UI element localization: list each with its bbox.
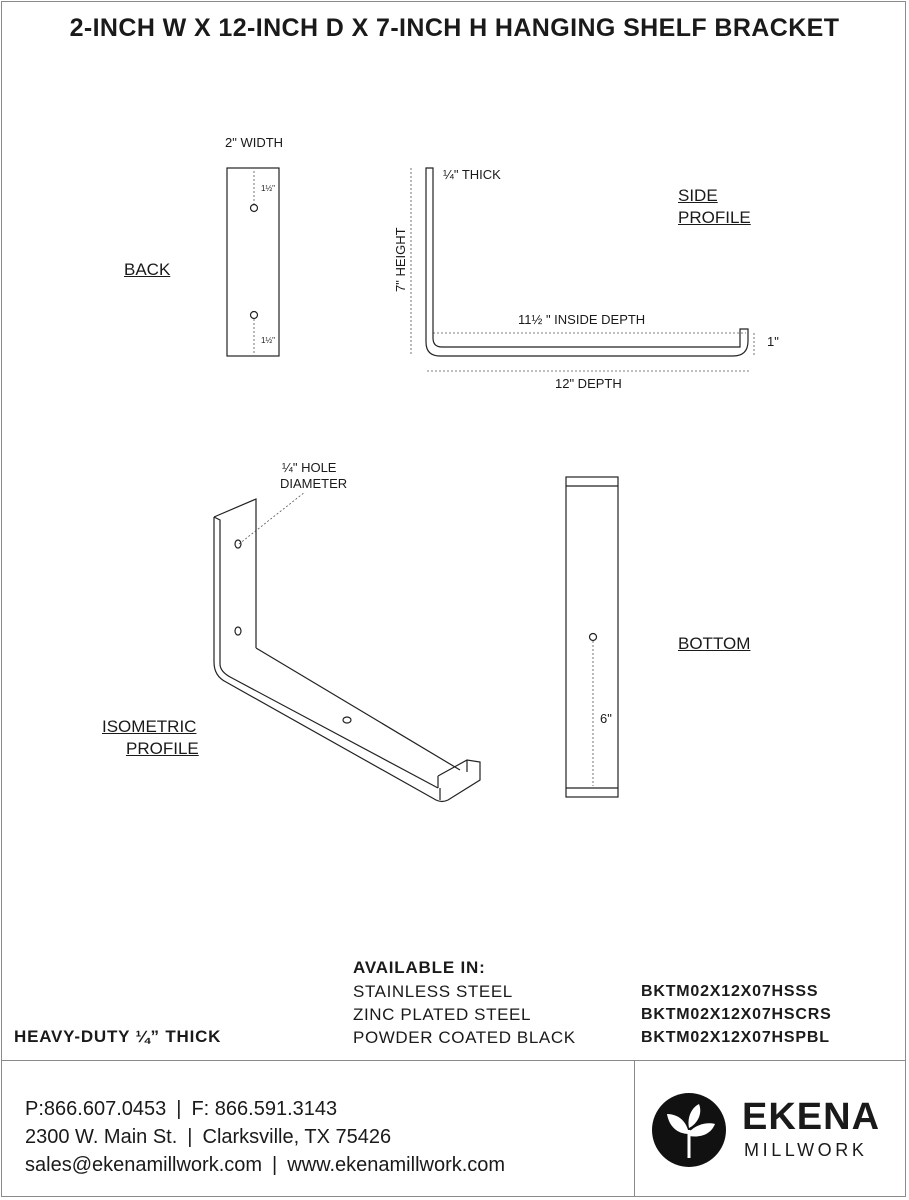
thick-label: ¼" THICK — [443, 167, 501, 182]
inside-depth-label: 11½ " INSIDE DEPTH — [518, 312, 646, 327]
bottom-view-plate — [566, 477, 618, 797]
back-bottom-offset-label: 1½" — [261, 336, 275, 345]
depth-label: 12" DEPTH — [555, 376, 622, 391]
city: Clarksville, TX 75426 — [202, 1126, 392, 1148]
bottom-view-label: BOTTOM — [678, 634, 751, 653]
sku-item: BKTM02X12X07HSSS — [641, 983, 819, 1000]
back-view-plate — [227, 168, 279, 356]
email-link[interactable]: sales@ekenamillwork.com — [25, 1154, 263, 1176]
separator: | — [272, 1154, 278, 1176]
bottom-dim-label: 6" — [600, 711, 612, 726]
contact-web-row — [25, 1154, 505, 1177]
height-label: 7" HEIGHT — [393, 227, 408, 292]
available-heading: AVAILABLE IN: — [353, 958, 486, 977]
hole-label-line1: ¼" HOLE — [282, 460, 337, 475]
brand-sub: MILLWORK — [744, 1140, 868, 1160]
isometric-hole-upper — [235, 540, 241, 548]
phone[interactable]: P:866.607.0453 — [25, 1098, 167, 1120]
separator: | — [176, 1098, 182, 1120]
isometric-bracket — [214, 499, 480, 802]
page-title: 2-INCH W X 12-INCH D X 7-INCH H HANGING SHELF BRACKET — [69, 14, 840, 42]
leaf-logo-icon — [651, 1092, 727, 1168]
sku-item: BKTM02X12X07HSPBL — [641, 1029, 830, 1046]
back-view-hole-top — [251, 205, 258, 212]
isometric-hole-lower — [235, 627, 241, 635]
brand-name: EKENA — [742, 1096, 881, 1138]
back-top-offset-label: 1½" — [261, 184, 275, 193]
back-view-label: BACK — [124, 260, 171, 279]
side-label-line1: SIDE — [678, 186, 718, 205]
isometric-label-line2: PROFILE — [126, 739, 199, 758]
hole-label-line2: DIAMETER — [280, 476, 348, 491]
bottom-view-hole — [590, 634, 597, 641]
street: 2300 W. Main St. — [25, 1126, 178, 1148]
finish-item: POWDER COATED BLACK — [353, 1028, 576, 1047]
footer-divider — [2, 1060, 905, 1061]
heavy-duty-tagline: HEAVY-DUTY ¼” THICK — [14, 1027, 222, 1046]
contact-phone-row — [25, 1098, 337, 1121]
side-label-line2: PROFILE — [678, 208, 751, 227]
fax[interactable]: F: 866.591.3143 — [191, 1098, 338, 1120]
website-link[interactable]: www.ekenamillwork.com — [287, 1154, 506, 1176]
isometric-hole-bottom — [343, 717, 351, 723]
contact-address-row — [25, 1126, 391, 1149]
separator: | — [187, 1126, 193, 1148]
finish-item: STAINLESS STEEL — [353, 982, 513, 1001]
sku-item: BKTM02X12X07HSCRS — [641, 1006, 832, 1023]
back-view-hole-bottom — [251, 312, 258, 319]
back-width-label: 2" WIDTH — [225, 135, 284, 150]
footer-vertical-divider — [634, 1060, 635, 1197]
finish-item: ZINC PLATED STEEL — [353, 1005, 532, 1024]
lip-label: 1" — [767, 334, 779, 349]
isometric-label-line1: ISOMETRIC — [102, 717, 197, 736]
